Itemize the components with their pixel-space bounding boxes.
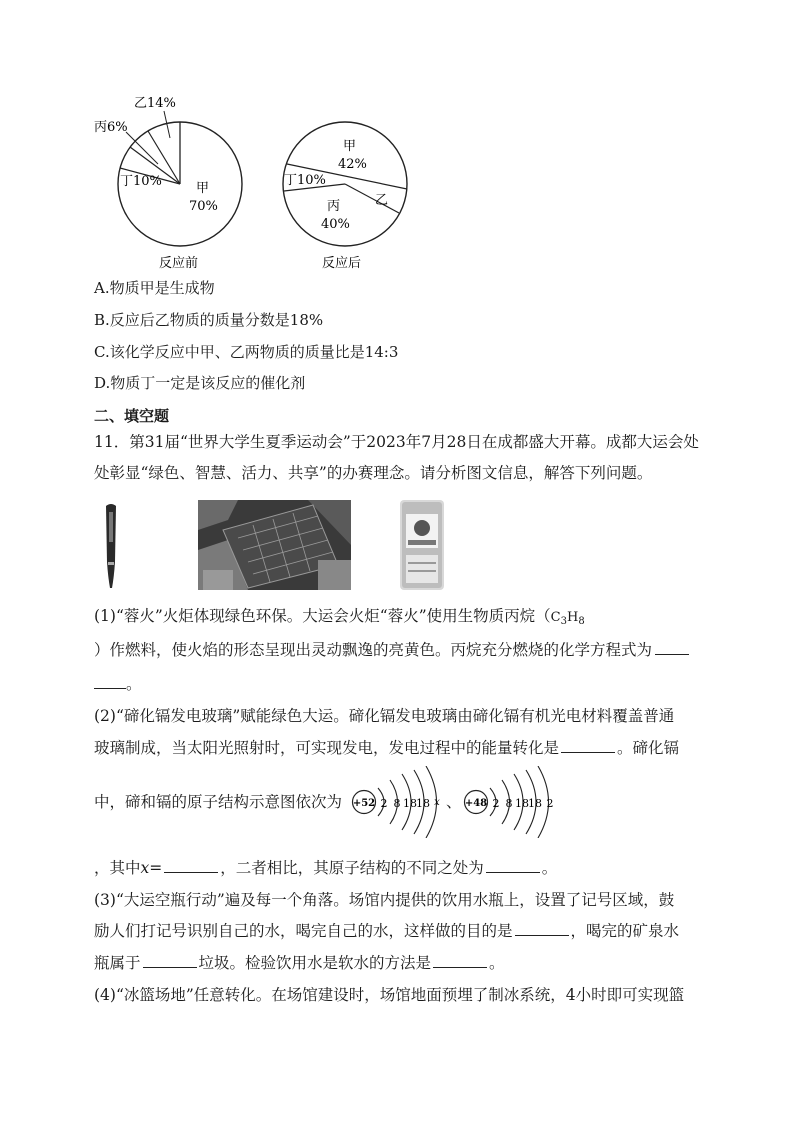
q11-part3-line-2: 励人们打记号识别自己的水，喝完自己的水，这样做的目的是 ，喝完的矿泉水 — [94, 922, 680, 940]
pie-after-label-bing-pct: 40% — [321, 217, 350, 232]
cd-shell-2: 8 — [505, 797, 513, 810]
q11-part1-line-1 — [94, 606, 585, 632]
q11-part1-line-2: ）作燃料，使火焰的形态呈现出灵动飘逸的亮黄色。丙烷充分燃烧的化学方程式为 — [94, 640, 689, 660]
te-shell-3: 18 — [403, 797, 417, 810]
cd-nucleus-charge: +48 — [464, 798, 488, 809]
te-nucleus-charge: +52 — [352, 798, 376, 809]
answer-blank-energy[interactable] — [561, 738, 615, 753]
pie-before-label-ding: 丁10% — [120, 174, 162, 189]
pie-before-label-jia-pct: 70% — [189, 199, 218, 214]
pie-before-label-bing: 丙6% — [94, 120, 128, 135]
cd-shell-4: 18 — [528, 797, 542, 810]
stadium-aerial-image — [198, 500, 351, 590]
answer-blank-soft-water[interactable] — [433, 953, 487, 968]
q11-part4-line-1: (4)“冰篮场地”任意转化。在场馆建设时，场馆地面预埋了制冰系统，4小时即可实现篮 — [94, 986, 685, 1004]
section-title: 二、填空题 — [94, 407, 170, 425]
cd-shell-5: 2 — [546, 797, 554, 810]
q11-part2-line-2: 玻璃制成，当太阳光照射时，可实现发电，发电过程中的能量转化是 。碲化镉 — [94, 739, 680, 757]
cd-shell-3: 18 — [515, 797, 529, 810]
q11-part1-line-3: 。 — [94, 674, 142, 694]
pie-before-label-yi: 乙14% — [134, 96, 176, 111]
pie-before-caption: 反应前 — [159, 256, 199, 271]
pie-after-label-yi: 乙 — [375, 193, 389, 208]
q11-part2-line-1: (2)“碲化镉发电玻璃”赋能绿色大运。碲化镉发电玻璃由碲化镉有机光电材料覆盖普通 — [94, 707, 675, 725]
propane-formula: $C_3H_8$ — [550, 610, 585, 627]
torch-image — [100, 502, 122, 590]
option-b: B.反应后乙物质的质量分数是18% — [94, 311, 324, 329]
q11-part3-line-3: 瓶属于 垃圾。检验饮用水是软水的方法是 。 — [94, 954, 505, 972]
pie-after-label-jia: 甲 — [343, 139, 357, 154]
answer-blank-difference[interactable] — [486, 858, 540, 873]
atom-separator: 、 — [446, 793, 462, 811]
answer-blank-equation-cont[interactable] — [94, 674, 126, 689]
tellurium-atom-diagram — [350, 766, 450, 838]
q11-part3-line-1: (3)“大运空瓶行动”遍及每一个角落。场馆内提供的饮用水瓶上，设置了记号区域，鼓 — [94, 891, 675, 909]
cadmium-atom-diagram — [462, 766, 562, 838]
pie-after-label-jia-pct: 42% — [338, 157, 367, 172]
pie-after-caption: 反应后 — [322, 256, 362, 271]
pie-chart-after — [275, 88, 425, 273]
answer-blank-x[interactable] — [164, 858, 218, 873]
option-d: D.物质丁一定是该反应的催化剂 — [94, 374, 306, 392]
pie-after-label-ding: 丁10% — [284, 173, 326, 188]
option-a: A.物质甲是生成物 — [94, 279, 215, 297]
te-shell-4: 18 — [416, 797, 430, 810]
te-shell-5: x — [434, 797, 440, 808]
pie-chart-before — [90, 88, 260, 273]
option-c: C.该化学反应中甲、乙两物质的质量比是14:3 — [94, 343, 399, 361]
water-bottle-image — [398, 500, 446, 590]
q11-part2-line-3: 中，碲和镉的原子结构示意图依次为 — [94, 793, 343, 811]
te-shell-2: 8 — [393, 797, 401, 810]
answer-blank-purpose[interactable] — [515, 921, 569, 936]
pie-before-label-jia: 甲 — [196, 181, 210, 196]
q11-part1-text: (1)“蓉火”火炬体现绿色环保。大运会火炬“蓉火”使用生物质丙烷（ — [94, 607, 551, 625]
pie-after-line-3 — [345, 184, 399, 213]
answer-blank-garbage[interactable] — [143, 953, 197, 968]
answer-blank-equation[interactable] — [655, 640, 689, 655]
te-shell-1: 2 — [380, 797, 388, 810]
q11-line-2: 处彰显“绿色、智慧、活力、共享”的办赛理念。请分析图文信息，解答下列问题。 — [94, 464, 653, 482]
q11-line-1: 11．第31届“世界大学生夏季运动会”于2023年7月28日在成都盛大开幕。成都大运会处 — [94, 433, 699, 451]
q11-part2-line-4: ，其中x= ，二者相比，其原子结构的不同之处为 。 — [94, 859, 558, 877]
cd-shell-1: 2 — [492, 797, 500, 810]
pie-after-label-bing: 丙 — [327, 199, 341, 214]
